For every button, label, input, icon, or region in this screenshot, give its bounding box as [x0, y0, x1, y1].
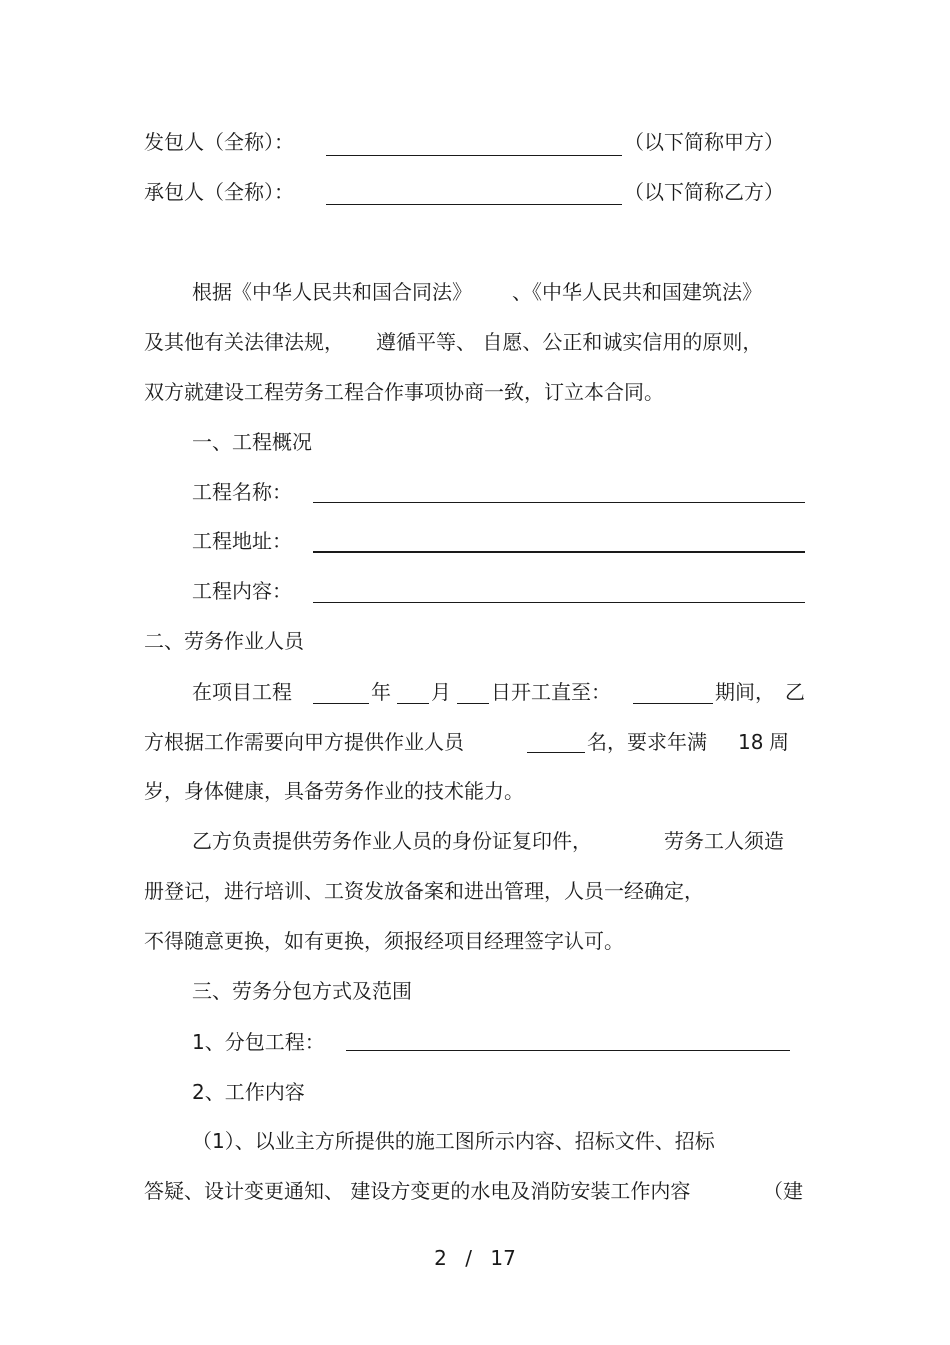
s2-p1-month: 月: [431, 680, 451, 704]
start-month-blank: [397, 703, 429, 704]
s2-p1-period: 期间，: [715, 680, 775, 704]
work-content-1c: （建: [763, 1179, 803, 1203]
s2-p3: 岁，身体健康，具备劳务作业的技术能力。: [144, 779, 524, 803]
page-number: [0, 1246, 950, 1270]
s2-p5: 册登记，进行培训、工资发放备案和进出管理，人员一经确定，: [144, 879, 704, 903]
project-content-label: 工程内容：: [192, 579, 292, 603]
s2-p2-age: 18: [738, 730, 764, 754]
page-total: 17: [490, 1246, 516, 1270]
section2-title: 二、劳务作业人员: [144, 629, 304, 653]
project-address-blank: [313, 551, 805, 553]
s2-p1-a: 在项目工程: [192, 680, 292, 704]
s2-p2-a: 方根据工作需要向甲方提供作业人员: [144, 730, 464, 754]
s2-p4-b: 劳务工人须造: [664, 829, 784, 853]
preamble-line1a: 根据《中华人民共和国合同法》: [192, 280, 472, 304]
section3-title: 三、劳务分包方式及范围: [192, 979, 412, 1003]
page-separator: /: [465, 1246, 473, 1270]
s2-p2-c: 周: [769, 730, 789, 754]
s2-p1-end: 乙: [785, 680, 805, 704]
project-name-blank: [313, 502, 805, 503]
work-content-1b: 答疑、设计变更通知、 建设方变更的水电及消防安装工作内容: [144, 1179, 691, 1203]
project-content-blank: [313, 602, 805, 603]
subcontract-item-blank: [346, 1050, 790, 1051]
preamble-line2b: 遵循平等、 自愿、公正和诚实信用的原则，: [376, 330, 763, 354]
s2-p6: 不得随意更换，如有更换，须报经项目经理签字认可。: [144, 929, 624, 953]
preamble-line1b: 、《中华人民共和国建筑法》: [512, 280, 762, 304]
work-content-1a: （1）、以业主方所提供的施工图所示内容、招标文件、招标: [192, 1129, 715, 1153]
s2-p1-day: 日开工直至：: [491, 680, 611, 704]
page-current: 2: [434, 1246, 447, 1270]
preamble-line3: 双方就建设工程劳务工程合作事项协商一致，订立本合同。: [144, 380, 664, 404]
s2-p1-year: 年: [371, 680, 391, 704]
project-address-label: 工程地址：: [192, 529, 292, 553]
party-b-blank: [326, 204, 622, 205]
start-year-blank: [313, 703, 369, 704]
end-date-blank: [633, 703, 713, 704]
party-a-suffix: （以下简称甲方）: [624, 130, 784, 154]
section1-title: 一、工程概况: [192, 430, 312, 454]
s2-p2-b: 名，要求年满: [587, 730, 707, 754]
project-name-label: 工程名称：: [192, 480, 292, 504]
worker-count-blank: [527, 752, 585, 753]
start-day-blank: [457, 703, 489, 704]
party-a-label: 发包人（全称）：: [144, 130, 294, 154]
work-content-label: 2、工作内容: [192, 1080, 305, 1104]
party-b-suffix: （以下简称乙方）: [624, 180, 784, 204]
preamble-line2a: 及其他有关法律法规，: [144, 330, 344, 354]
party-b-label: 承包人（全称）：: [144, 180, 294, 204]
party-a-blank: [326, 155, 622, 156]
subcontract-item-label: 1、分包工程：: [192, 1030, 325, 1054]
s2-p4-a: 乙方负责提供劳务作业人员的身份证复印件，: [192, 829, 592, 853]
